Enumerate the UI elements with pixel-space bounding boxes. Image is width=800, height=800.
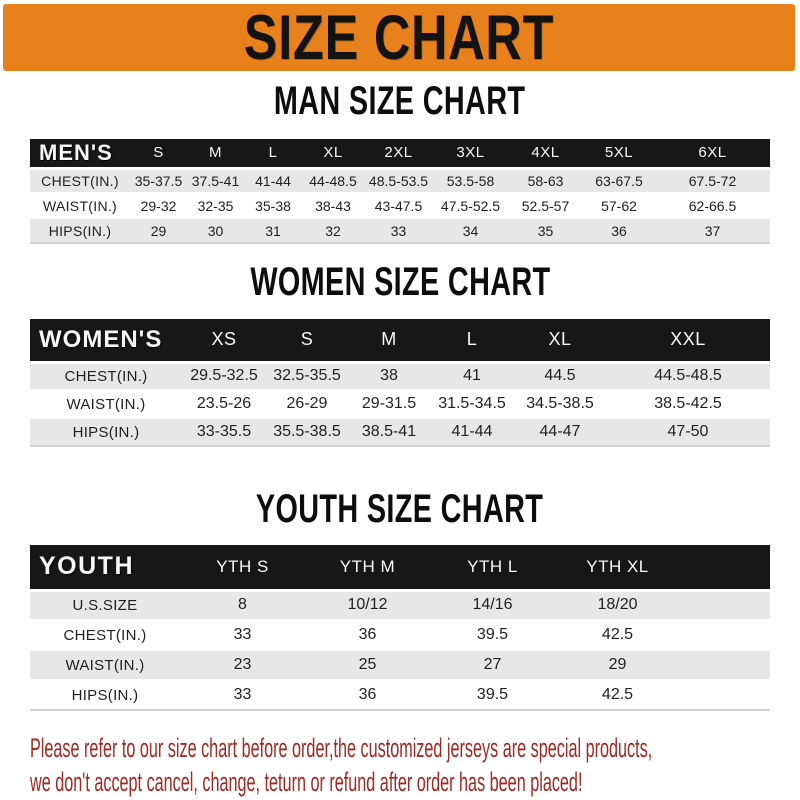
value-cell: 41 xyxy=(430,362,514,390)
value-cell: 35 xyxy=(508,218,583,243)
value-cell: 67.5-72 xyxy=(655,168,770,193)
value-cell: 47.5-52.5 xyxy=(433,193,508,218)
value-cell: 53.5-58 xyxy=(433,168,508,193)
row-label: CHEST(IN.) xyxy=(30,362,182,390)
value-cell: 29.5-32.5 xyxy=(182,362,266,390)
value-cell: 47-50 xyxy=(606,418,770,446)
value-cell: 38-43 xyxy=(302,193,364,218)
youth-size-table xyxy=(30,545,770,711)
row-label: CHEST(IN.) xyxy=(30,168,130,193)
youth-section-title xyxy=(0,489,800,529)
women-size-header: S xyxy=(266,319,348,362)
footer-line-1: Please refer to our size chart before order,the customized jerseys are special products, xyxy=(30,733,653,763)
row-label: WAIST(IN.) xyxy=(30,193,130,218)
youth-size-header: YTH XL xyxy=(555,545,680,590)
women-corner-label: WOMEN'S xyxy=(30,319,182,362)
youth-ussize-row xyxy=(30,590,770,620)
row-label: CHEST(IN.) xyxy=(30,620,180,650)
women-hips-row xyxy=(30,418,770,446)
value-cell: 10/12 xyxy=(305,590,430,620)
value-cell: 42.5 xyxy=(555,680,680,710)
men-size-header: 2XL xyxy=(364,139,433,168)
filler-cell xyxy=(680,650,770,680)
value-cell: 36 xyxy=(305,680,430,710)
filler-cell xyxy=(680,680,770,710)
value-cell: 8 xyxy=(180,590,305,620)
women-size-header: XXL xyxy=(606,319,770,362)
men-size-header: XL xyxy=(302,139,364,168)
youth-size-header: YTH L xyxy=(430,545,555,590)
value-cell: 33-35.5 xyxy=(182,418,266,446)
value-cell: 32.5-35.5 xyxy=(266,362,348,390)
women-size-table xyxy=(30,319,770,447)
value-cell: 38 xyxy=(348,362,430,390)
value-cell: 25 xyxy=(305,650,430,680)
row-label: WAIST(IN.) xyxy=(30,650,180,680)
value-cell: 44-47 xyxy=(514,418,606,446)
youth-header-row xyxy=(30,545,770,590)
row-label: WAIST(IN.) xyxy=(30,390,182,418)
banner-title: SIZE CHART xyxy=(243,2,555,73)
value-cell: 34.5-38.5 xyxy=(514,390,606,418)
men-size-header: L xyxy=(244,139,302,168)
men-size-table xyxy=(30,139,770,244)
value-cell: 36 xyxy=(305,620,430,650)
youth-section-title-text: YOUTH SIZE CHART xyxy=(256,487,544,531)
value-cell: 35-37.5 xyxy=(130,168,187,193)
value-cell: 44-48.5 xyxy=(302,168,364,193)
value-cell: 33 xyxy=(180,620,305,650)
value-cell: 63-67.5 xyxy=(583,168,655,193)
women-header-row xyxy=(30,319,770,362)
row-label: HIPS(IN.) xyxy=(30,418,182,446)
value-cell: 58-63 xyxy=(508,168,583,193)
value-cell: 31 xyxy=(244,218,302,243)
filler-cell xyxy=(680,620,770,650)
value-cell: 31.5-34.5 xyxy=(430,390,514,418)
women-section-title-text: WOMEN SIZE CHART xyxy=(249,260,551,304)
men-header-row xyxy=(30,139,770,168)
women-chest-row xyxy=(30,362,770,390)
value-cell: 62-66.5 xyxy=(655,193,770,218)
youth-hips-row xyxy=(30,680,770,710)
value-cell: 42.5 xyxy=(555,620,680,650)
youth-corner-label: YOUTH xyxy=(30,545,180,590)
value-cell: 41-44 xyxy=(244,168,302,193)
women-size-header: M xyxy=(348,319,430,362)
row-label: U.S.SIZE xyxy=(30,590,180,620)
value-cell: 32 xyxy=(302,218,364,243)
value-cell: 44.5 xyxy=(514,362,606,390)
women-section-title xyxy=(0,262,800,302)
women-size-header: XS xyxy=(182,319,266,362)
value-cell: 23.5-26 xyxy=(182,390,266,418)
value-cell: 35.5-38.5 xyxy=(266,418,348,446)
value-cell: 29 xyxy=(130,218,187,243)
value-cell: 33 xyxy=(364,218,433,243)
size-chart-banner xyxy=(3,4,795,71)
youth-waist-row xyxy=(30,650,770,680)
value-cell: 52.5-57 xyxy=(508,193,583,218)
men-hips-row xyxy=(30,218,770,243)
value-cell: 41-44 xyxy=(430,418,514,446)
youth-chest-row xyxy=(30,620,770,650)
youth-size-header: YTH M xyxy=(305,545,430,590)
value-cell: 29-32 xyxy=(130,193,187,218)
value-cell: 38.5-41 xyxy=(348,418,430,446)
value-cell: 30 xyxy=(187,218,244,243)
men-section-title xyxy=(0,81,800,121)
men-size-header: 5XL xyxy=(583,139,655,168)
value-cell: 48.5-53.5 xyxy=(364,168,433,193)
value-cell: 14/16 xyxy=(430,590,555,620)
value-cell: 32-35 xyxy=(187,193,244,218)
men-section-title-text: MAN SIZE CHART xyxy=(274,79,526,123)
footer-note xyxy=(30,731,790,799)
women-size-header: L xyxy=(430,319,514,362)
value-cell: 23 xyxy=(180,650,305,680)
men-size-header: 4XL xyxy=(508,139,583,168)
value-cell: 44.5-48.5 xyxy=(606,362,770,390)
value-cell: 34 xyxy=(433,218,508,243)
value-cell: 33 xyxy=(180,680,305,710)
value-cell: 38.5-42.5 xyxy=(606,390,770,418)
value-cell: 39.5 xyxy=(430,680,555,710)
row-label: HIPS(IN.) xyxy=(30,680,180,710)
filler-cell xyxy=(680,590,770,620)
value-cell: 37.5-41 xyxy=(187,168,244,193)
youth-header-filler xyxy=(680,545,770,590)
footer-line-2: we don't accept cancel, change, teturn or refund after order has been placed! xyxy=(30,767,583,797)
value-cell: 37 xyxy=(655,218,770,243)
men-waist-row xyxy=(30,193,770,218)
men-size-header: S xyxy=(130,139,187,168)
value-cell: 26-29 xyxy=(266,390,348,418)
value-cell: 29 xyxy=(555,650,680,680)
value-cell: 27 xyxy=(430,650,555,680)
value-cell: 35-38 xyxy=(244,193,302,218)
value-cell: 39.5 xyxy=(430,620,555,650)
row-label: HIPS(IN.) xyxy=(30,218,130,243)
youth-size-header: YTH S xyxy=(180,545,305,590)
value-cell: 29-31.5 xyxy=(348,390,430,418)
men-size-header: M xyxy=(187,139,244,168)
men-chest-row xyxy=(30,168,770,193)
men-size-header: 6XL xyxy=(655,139,770,168)
women-waist-row xyxy=(30,390,770,418)
women-size-header: XL xyxy=(514,319,606,362)
value-cell: 43-47.5 xyxy=(364,193,433,218)
value-cell: 18/20 xyxy=(555,590,680,620)
value-cell: 36 xyxy=(583,218,655,243)
men-corner-label: MEN'S xyxy=(30,139,130,168)
men-size-header: 3XL xyxy=(433,139,508,168)
value-cell: 57-62 xyxy=(583,193,655,218)
